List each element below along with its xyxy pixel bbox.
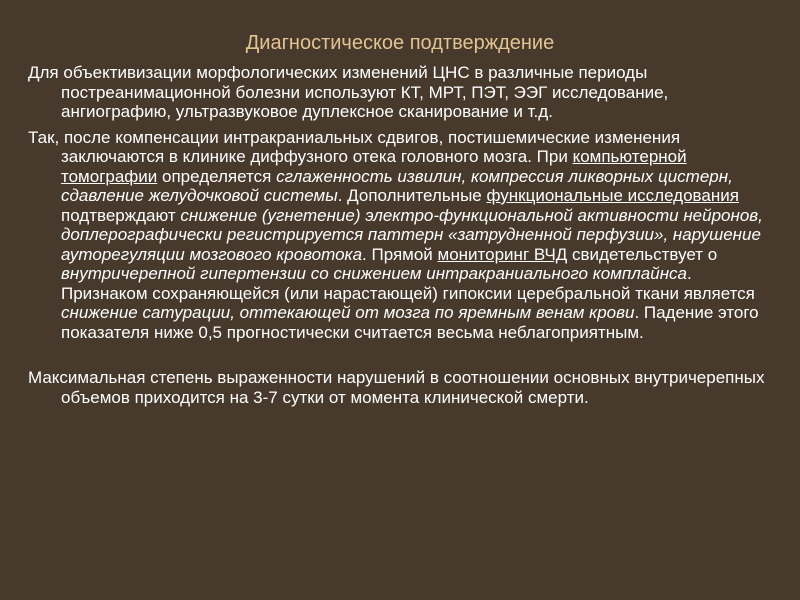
paragraph-findings: [28, 128, 780, 343]
methods-text: Для объективизации морфологических изменений ЦНС в различные периоды постреанимационной болезни используют КТ, МРТ, ПЭТ, ЭЭГ исследование, ангиографию, ультразвуковое дуплексное сканирование и т.д.: [28, 63, 669, 121]
slide-body: [28, 63, 780, 407]
findings-text: Так, после компенсации интракраниальных сдвигов, постишемические изменения заключаются в клинике диффузного отека головного мозга. При: [28, 127, 681, 166]
saturation-findings: снижение сатурации, оттекающей от мозга по яремным венам крови: [61, 303, 635, 322]
functional-findings: снижение (угнетение) электро-функциональной активности нейронов, доплерографически регистрируется паттерн «затрудненной перфузии», нарушение ауторегуляции мозгового кровотока: [61, 205, 763, 264]
findings-text: . Падение этого показателя ниже 0,5 прогностически считается весьма неблагоприятным.: [61, 303, 759, 342]
findings-text: . Дополнительные: [337, 186, 487, 205]
findings-text: . Прямой: [362, 244, 438, 264]
findings-text: свидетельствует о: [567, 244, 718, 264]
ct-findings: сглаженность извилин, компрессия ликворных цистерн, сдавление желудочковой системы: [61, 166, 733, 205]
findings-text: . Признаком сохраняющейся (или нарастающей) гипоксии церебральной ткани является: [61, 264, 755, 303]
term-functional-studies: функциональные исследования: [486, 186, 739, 205]
findings-text: определяется: [157, 166, 277, 186]
paragraph-methods: [28, 63, 780, 122]
slide-title: Диагностическое подтверждение: [245, 32, 555, 54]
paragraph-timing: [28, 368, 780, 407]
findings-text: подтверждают: [61, 205, 181, 225]
timing-text: Максимальная степень выраженности нарушений в соотношении основных внутричерепных объемов приходится на 3-7 сутки от момента клинической смерти.: [28, 368, 765, 407]
term-computed-tomography: компьютерной томографии: [61, 147, 687, 186]
term-icp-monitoring: мониторинг ВЧД: [437, 244, 568, 264]
icp-findings: внутричерепной гипертензии со снижением интракраниального комплайнса: [61, 264, 688, 283]
